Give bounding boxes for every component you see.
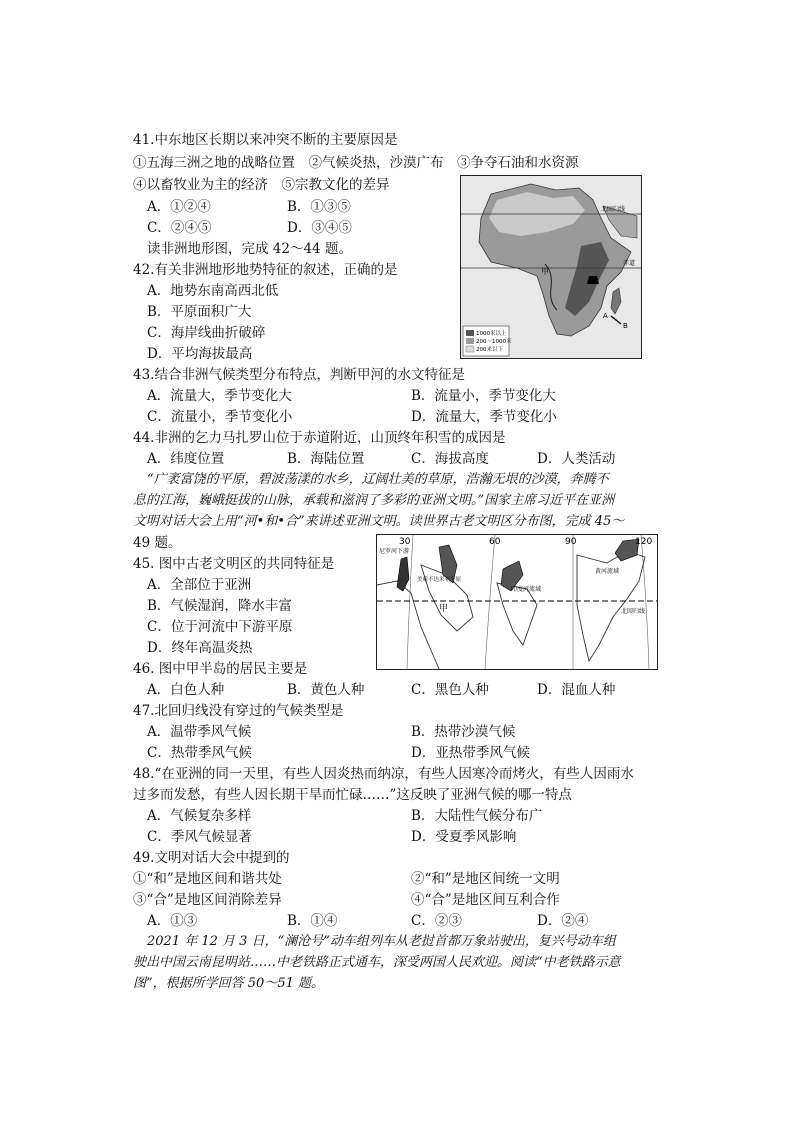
q41-options-2: ④以畜牧业为主的经济 ⑤宗教文化的差异 [133, 177, 390, 193]
africa-terrain-map [460, 175, 642, 359]
jia-label: 甲 [541, 267, 549, 276]
q48-stem-1: 48.“在亚洲的同一天里，有些人因炎热而纳凉，有些人因寒冷而烤火，有些人因雨水 [133, 766, 634, 782]
legend-2: 200～1000米 [476, 339, 512, 345]
q49-option-b: B．①④ [287, 913, 338, 929]
q44-option-b: B．海陆位置 [287, 451, 365, 467]
q47-option-a: A．温带季风气候 [147, 724, 252, 740]
q41-option-b: B．①③⑤ [287, 199, 351, 215]
q49-statement-2: ②“和”是地区间统一文明 [411, 871, 560, 887]
q49-option-c: C．②③ [411, 913, 462, 929]
civ-map-svg [377, 535, 657, 669]
jia-peninsula-label: 甲 [439, 604, 449, 614]
q46-option-a: A．白色人种 [147, 682, 225, 698]
q41-option-d: D．③④⑤ [287, 220, 352, 236]
q43-option-a: A．流量大，季节变化大 [147, 388, 292, 404]
q41-options-1: ①五海三洲之地的战略位置 ②气候炎热，沙漠广布 ③争夺石油和水资源 [133, 155, 579, 171]
q44-option-c: C．海拔高度 [411, 451, 489, 467]
q49-statement-4: ④“合”是地区间互利合作 [411, 892, 560, 908]
q42-option-b: B．平原面积广大 [147, 304, 252, 320]
passage-rail-2: 驶出中国云南昆明站……中老铁路正式通车，深受两国人民欢迎。阅读“中老铁路示意 [133, 955, 621, 970]
q41-stem: 41.中东地区长期以来冲突不断的主要原因是 [133, 132, 398, 148]
q45-option-a: A．全部位于亚洲 [147, 577, 252, 593]
q47-stem: 47.北回归线没有穿过的气候类型是 [133, 703, 344, 719]
passage-asia-1: “广袤富饶的平原，碧波荡漾的水乡，辽阔壮美的草原，浩瀚无垠的沙漠，奔腾不 [147, 472, 609, 487]
q49-statement-1: ①“和”是地区间和谐共处 [133, 871, 282, 887]
q44-option-a: A．纬度位置 [147, 451, 225, 467]
indus-label: 印度河流域 [511, 586, 542, 593]
q47-option-c: C．热带季风气候 [147, 745, 252, 761]
legend-3: 200米以下 [476, 347, 503, 353]
q42-stem: 42.有关非洲地形地势特征的叙述，正确的是 [133, 262, 398, 278]
q44-stem: 44.非洲的乞力马扎罗山位于赤道附近，山顶终年积雪的成因是 [133, 430, 506, 446]
q46-option-c: C．黑色人种 [411, 682, 489, 698]
q43-stem: 43.结合非洲气候类型分布特点，判断甲河的水文特征是 [133, 367, 465, 383]
q41-option-a: A．①②④ [147, 199, 211, 215]
q46-option-d: D．混血人种 [537, 682, 616, 698]
q45-option-c: C．位于河流中下游平原 [147, 619, 293, 635]
q42-option-c: C．海岸线曲折破碎 [147, 325, 266, 341]
passage-asia-2: 息的江海，巍峨挺拔的山脉，承载和滋润了多彩的亚洲文明。”国家主席习近平在亚洲 [133, 493, 615, 508]
q49-statement-3: ③“合”是地区间消除差异 [133, 892, 282, 908]
q43-option-b: B．流量小，季节变化大 [411, 388, 556, 404]
lon-30-label: 30 [399, 537, 411, 547]
q48-option-c: C．季风气候显著 [147, 829, 252, 845]
q47-option-b: B．热带沙漠气候 [411, 724, 516, 740]
q48-option-b: B．大陆性气候分布广 [411, 808, 543, 824]
a-label: A [603, 312, 608, 320]
q49-option-a: A．①③ [147, 913, 198, 929]
q46-option-b: B．黄色人种 [287, 682, 365, 698]
tropic-civ-label: 北回归线 [621, 608, 646, 615]
lon-60-label: 60 [489, 537, 501, 547]
b-label: B [623, 322, 628, 330]
yellow-label: 黄河流域 [595, 568, 620, 575]
q45-option-d: D．终年高温炎热 [147, 640, 253, 656]
q43-option-c: C．流量小，季节变化小 [147, 409, 293, 425]
lon-90-label: 90 [565, 537, 577, 547]
q46-stem: 46. 图中甲半岛的居民主要是 [133, 661, 308, 677]
meso-label: 美索不达米亚平原 [417, 577, 462, 583]
q48-option-a: A．气候复杂多样 [147, 808, 252, 824]
passage-asia-3: 文明对话大会上用“河•和•合”来讲述亚洲文明。读世界古老文明区分布图，完成 45～ [133, 514, 625, 529]
mountain-marker [587, 276, 599, 284]
lon-120-label: 120 [635, 537, 653, 547]
q49-stem: 49.文明对话大会中提到的 [133, 850, 290, 866]
q41-option-c: C．②④⑤ [147, 220, 212, 236]
q42-option-a: A．地势东南高西北低 [147, 283, 279, 299]
q45-option-b: B．气候湿润，降水丰富 [147, 598, 292, 614]
tropic-label: 北回归线 [601, 206, 626, 213]
q47-option-d: D．亚热带季风气候 [411, 745, 530, 761]
africa-map-svg [461, 176, 641, 358]
q43-option-d: D．流量大，季节变化小 [411, 409, 557, 425]
q45-stem: 45. 图中古老文明区的共同特征是 [133, 556, 335, 572]
passage-rail-1: 2021 年 12 月 3 日，“澜沧号”动车组列车从老挝首都万象站驶出，复兴号动车组 [147, 934, 616, 949]
q48-stem-2: 过多而发愁，有些人因长期干旱而忙碌……”这反映了亚洲气候的哪一特点 [133, 787, 572, 803]
passage-rail-3: 图”，根据所学回答 50～51 题。 [133, 976, 324, 991]
legend-1: 1000米以上 [476, 331, 507, 337]
q44-option-d: D．人类活动 [537, 451, 616, 467]
q49-option-d: D．②④ [537, 913, 589, 929]
passage-asia-4: 49 题。 [133, 535, 182, 551]
nile-label: 尼罗河下游 [379, 548, 410, 555]
intro-africa: 读非洲地形图，完成 42～44 题。 [147, 241, 352, 257]
q42-option-d: D．平均海拔最高 [147, 346, 253, 362]
equator-label: 赤道 [623, 260, 636, 267]
ancient-civilization-map [376, 534, 658, 670]
q48-option-d: D．受夏季风影响 [411, 829, 517, 845]
